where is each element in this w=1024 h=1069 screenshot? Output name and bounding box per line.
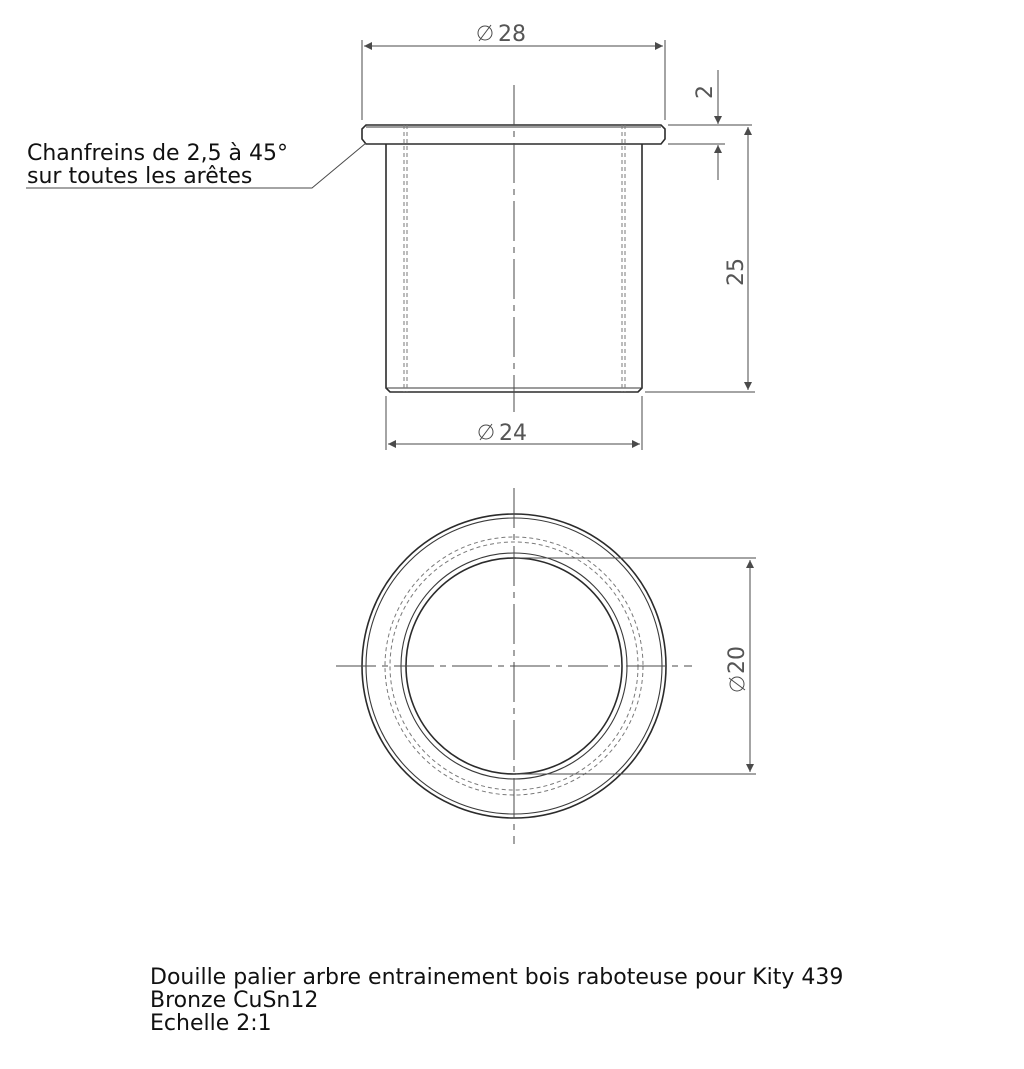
dimension-height [645, 127, 755, 392]
part-title: Douille palier arbre entrainement bois raboteuse pour Kity 439 [150, 965, 844, 990]
dimension-flange-thickness [668, 70, 752, 180]
dimension-outer-diameter-value: 24 [499, 421, 527, 446]
chamfer-note-line1: Chanfreins de 2,5 à 45° [27, 141, 289, 166]
dimension-height-value: 25 [724, 258, 749, 286]
chamfer-note-line2: sur toutes les arêtes [27, 164, 253, 189]
top-view [336, 488, 692, 844]
title-block [150, 966, 843, 1035]
dimension-top-flange-diameter-value: 28 [498, 22, 526, 47]
material-label: Bronze CuSn12 [150, 988, 319, 1013]
dimension-inner-diameter-value: 20 [725, 646, 750, 674]
dimension-flange-thickness-value: 2 [693, 85, 718, 99]
scale-label: Echelle 2:1 [150, 1011, 272, 1036]
front-view [362, 85, 665, 412]
chamfer-note [26, 141, 366, 189]
